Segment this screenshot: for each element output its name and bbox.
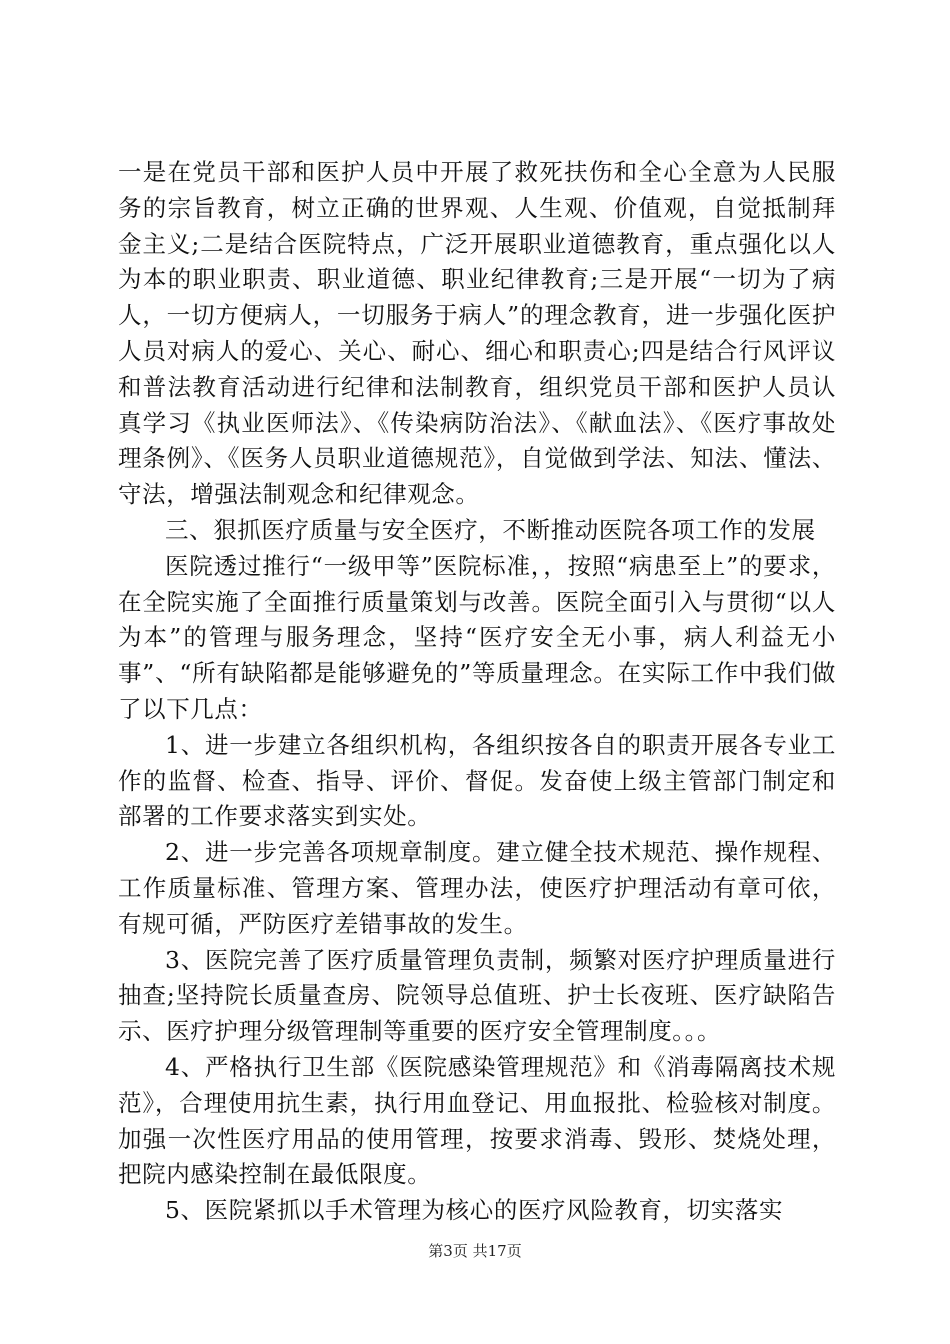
list-item-1-organization: 1、进一步建立各组织机构，各组织按各自的职责开展各专业工作的监督、检查、指导、评价、督促。发奋使上级主管部门制定和部署的工作要求落实到实处。 [118, 730, 836, 831]
section-heading-medical-quality: 三、狠抓医疗质量与安全医疗，不断推动医院各项工作的发展 [165, 515, 816, 544]
page-footer [0, 1240, 950, 1261]
page-number-label: 第3页 共17页 [428, 1242, 522, 1260]
document-body [118, 155, 836, 1229]
list-item-2-regulations: 2、进一步完善各项规章制度。建立健全技术规范、操作规程、工作质量标准、管理方案、管理办法，使医疗护理活动有章可依，有规可循，严防医疗差错事故的发生。 [118, 838, 836, 938]
list-item-5-risk-education: 5、医院紧抓以手术管理为核心的医疗风险教育，切实落实 [165, 1196, 784, 1225]
list-item-4-infection-control: 4、严格执行卫生部《医院感染管理规范》和《消毒隔离技术规范》，合理使用抗生素，执行用血登记、用血报批、检验核对制度。加强一次性医疗用品的使用管理，按要求消毒、毁形、焚烧处理，把院内感染控制在最低限度。 [118, 1052, 836, 1189]
paragraph-quality-philosophy: 医院透过推行“一级甲等”医院标准，，按照“病患至上”的要求，在全院实施了全面推行质量策划与改善。医院全面引入与贯彻“以人为本”的管理与服务理念，坚持“医疗安全无小事，病人利益无小事”、“所有缺陷都是能够避免的”等质量理念。在实际工作中我们做了以下几点： [118, 551, 836, 723]
list-item-3-responsibility: 3、医院完善了医疗质量管理负责制，频繁对医疗护理质量进行抽查;坚持院长质量查房、院领导总值班、护士长夜班、医疗缺陷告示、医疗护理分级管理制等重要的医疗安全管理制度。。。 [118, 945, 836, 1046]
paragraph-duty-education: 一是在党员干部和医护人员中开展了救死扶伤和全心全意为人民服务的宗旨教育，树立正确的世界观、人生观、价值观，自觉抵制拜金主义;二是结合医院特点，广泛开展职业道德教育，重点强化以人为本的职业职责、职业道德、职业纪律教育;三是开展“一切为了病人，一切方便病人，一切服务于病人”的理念教育，进一步强化医护人员对病人的爱心、关心、耐心、细心和职责心;四是结合行风评议和普法教育活动进行纪律和法制教育，组织党员干部和医护人员认真学习《执业医师法》、《传染病防治法》、《献血法》、《医疗事故处理条例》、《医务人员职业道德规范》，自觉做到学法、知法、懂法、守法，增强法制观念和纪律观念。 [118, 158, 836, 509]
